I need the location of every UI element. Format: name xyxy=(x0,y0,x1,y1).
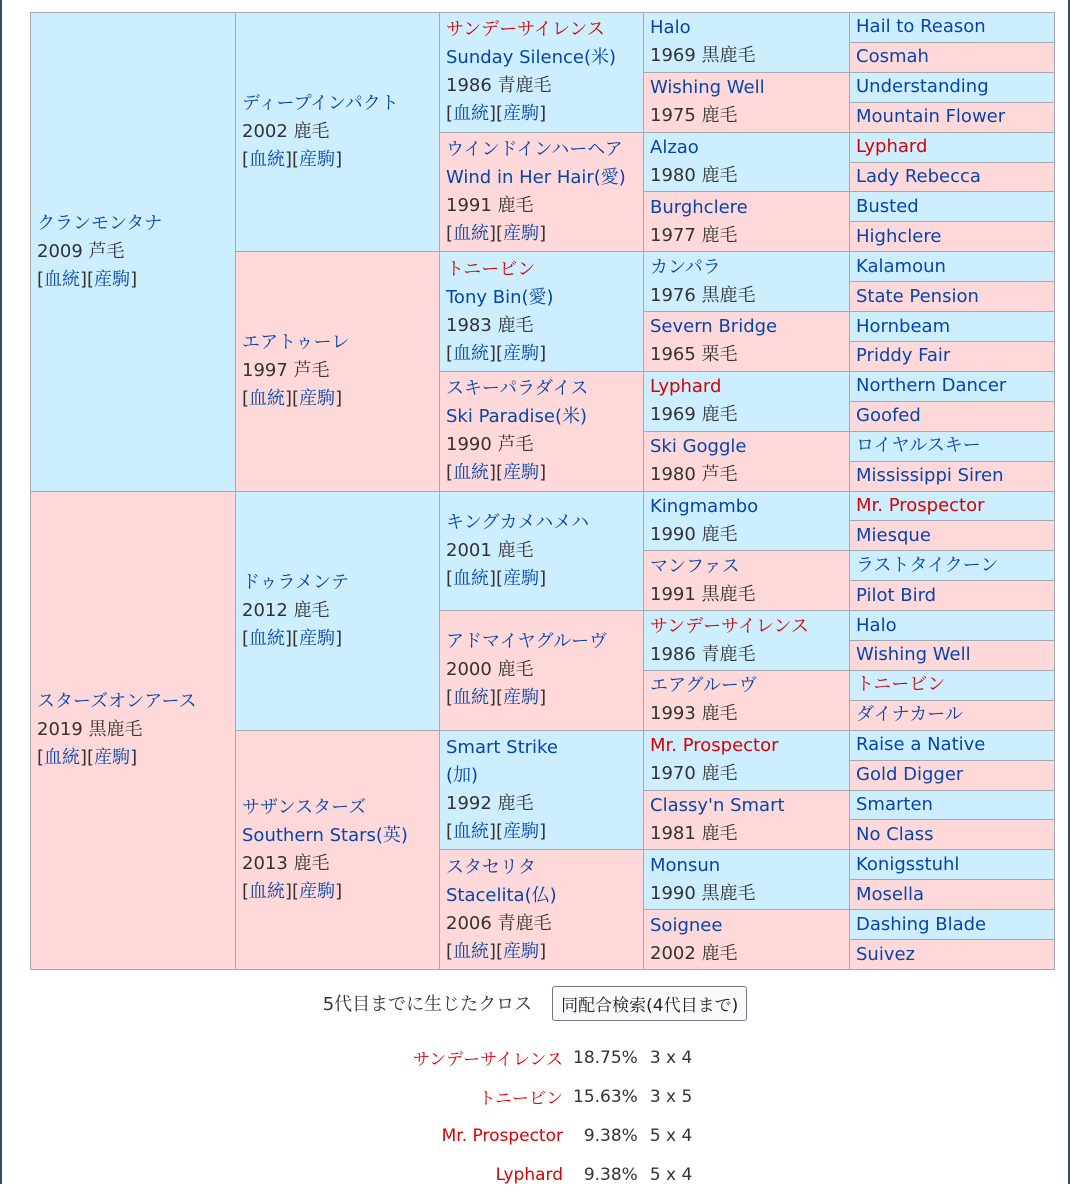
horse-name-link[interactable]: エアグルーヴ xyxy=(650,675,757,697)
horse-name-link[interactable]: Mississippi Siren xyxy=(856,465,1004,487)
pedigree-gen4-cell xyxy=(644,132,850,192)
pedigree-gen5-cell xyxy=(850,371,1055,401)
cross-generation: 3 x 4 xyxy=(649,1047,693,1068)
horse-info: 1981 鹿毛 xyxy=(650,822,738,844)
horse-name-link[interactable]: スキーパラダイス xyxy=(446,378,589,400)
horse-info: 1986 青鹿毛 xyxy=(650,643,756,665)
horse-links: [血統][産駒] xyxy=(242,388,343,410)
horse-info: 1969 黒鹿毛 xyxy=(650,45,756,67)
pedigree-gen5-cell xyxy=(850,641,1055,671)
horse-info: 2012 鹿毛 xyxy=(242,599,330,621)
horse-name-link[interactable]: Smart Strike xyxy=(446,737,558,759)
horse-links: [血統][産駒] xyxy=(446,342,547,364)
horse-name-link[interactable]: Soignee xyxy=(650,914,723,936)
horse-name-link[interactable]: Halo xyxy=(856,614,897,636)
pedigree-link[interactable]: 血統 xyxy=(453,222,490,244)
pedigree-gen4-cell xyxy=(644,790,850,850)
horse-name-link[interactable]: サザンスターズ xyxy=(242,796,367,818)
horse-name-link[interactable]: ドゥラメンテ xyxy=(242,571,350,593)
horse-links: [血統][産駒] xyxy=(37,747,138,769)
pedigree-gen5-cell xyxy=(850,312,1055,342)
pedigree-gen5-cell xyxy=(850,42,1055,72)
horse-name-link[interactable]: ロイヤルスキー xyxy=(856,435,981,457)
horse-info: 1990 黒鹿毛 xyxy=(650,882,756,904)
cross-percentage: 9.38% xyxy=(583,1125,638,1146)
foals-link[interactable]: 産駒 xyxy=(503,222,540,244)
horse-name-link[interactable]: Priddy Fair xyxy=(856,345,951,367)
horse-info: 1980 鹿毛 xyxy=(650,165,738,187)
pedigree-gen4-cell xyxy=(644,611,850,671)
pedigree-gen4-cell xyxy=(644,670,850,730)
pedigree-link[interactable]: 血統 xyxy=(453,940,490,962)
horse-name-en-link[interactable]: Ski Paradise(米) xyxy=(446,406,588,428)
cross-percentage: 15.63% xyxy=(573,1086,638,1107)
pedigree-gen5-cell xyxy=(850,282,1055,312)
horse-info: 1991 鹿毛 xyxy=(446,194,534,216)
same-mating-search-button[interactable]: 同配合検索(4代目まで) xyxy=(552,986,747,1021)
horse-name-link[interactable]: トニービン xyxy=(446,258,536,280)
pedigree-link[interactable]: 血統 xyxy=(249,627,286,649)
pedigree-link[interactable]: 血統 xyxy=(453,567,490,589)
cross-percentage: 18.75% xyxy=(573,1047,638,1068)
horse-name-link[interactable]: Miesque xyxy=(856,524,931,546)
cross-horse-name: Mr. Prospector xyxy=(441,1125,563,1146)
horse-name-link[interactable]: Mosella xyxy=(856,883,925,905)
horse-info: 1983 鹿毛 xyxy=(446,314,534,336)
cross-percentage: 9.38% xyxy=(583,1164,638,1185)
foals-link[interactable]: 産駒 xyxy=(503,103,540,125)
horse-info: 2002 鹿毛 xyxy=(650,942,738,964)
pedigree-gen5-cell xyxy=(850,401,1055,431)
pedigree-link[interactable]: 血統 xyxy=(453,687,490,709)
pedigree-gen5-cell xyxy=(850,910,1055,940)
horse-name-link[interactable]: Highclere xyxy=(856,225,942,247)
pedigree-gen5-cell xyxy=(850,581,1055,611)
crosses-table xyxy=(0,1038,1070,1194)
horse-name-link[interactable]: State Pension xyxy=(856,285,979,307)
pedigree-gen3-cell xyxy=(440,611,644,731)
horse-info: 1977 鹿毛 xyxy=(650,224,738,246)
horse-info: 2006 青鹿毛 xyxy=(446,912,552,934)
pedigree-gen3-cell xyxy=(440,491,644,611)
pedigree-gen5-cell xyxy=(850,192,1055,222)
foals-link[interactable]: 産駒 xyxy=(503,462,540,484)
pedigree-gen2-cell xyxy=(236,252,440,491)
pedigree-gen5-cell xyxy=(850,252,1055,282)
pedigree-gen4-cell xyxy=(644,730,850,790)
pedigree-gen5-cell xyxy=(850,940,1055,970)
pedigree-link[interactable]: 血統 xyxy=(453,821,490,843)
horse-links: [血統][産駒] xyxy=(446,222,547,244)
cross-row xyxy=(0,1116,1070,1155)
pedigree-gen5-cell xyxy=(850,13,1055,43)
horse-name-link[interactable]: Gold Digger xyxy=(856,764,964,786)
pedigree-gen3-cell xyxy=(440,730,644,850)
pedigree-link[interactable]: 血統 xyxy=(453,342,490,364)
foals-link[interactable]: 産駒 xyxy=(503,940,540,962)
horse-name-link[interactable]: Kalamoun xyxy=(856,255,946,277)
pedigree-gen4-cell xyxy=(644,72,850,132)
horse-name-en-link[interactable]: Wind in Her Hair(愛) xyxy=(446,166,626,188)
foals-link[interactable]: 産駒 xyxy=(299,149,336,171)
pedigree-gen4-cell xyxy=(644,252,850,312)
horse-name-link[interactable]: ディープインパクト xyxy=(242,93,399,115)
horse-info: 2002 鹿毛 xyxy=(242,121,330,143)
pedigree-gen5-cell xyxy=(850,790,1055,820)
pedigree-gen5-cell xyxy=(850,730,1055,760)
pedigree-gen5-cell xyxy=(850,880,1055,910)
pedigree-gen5-cell xyxy=(850,700,1055,730)
horse-name-link[interactable]: Goofed xyxy=(856,405,921,427)
horse-info: 1992 鹿毛 xyxy=(446,793,534,815)
pedigree-gen4-cell xyxy=(644,850,850,910)
horse-name-en-link[interactable]: Southern Stars(英) xyxy=(242,824,408,846)
horse-name-link[interactable]: Mountain Flower xyxy=(856,106,1006,128)
pedigree-gen4-cell xyxy=(644,371,850,431)
foals-link[interactable]: 産駒 xyxy=(299,627,336,649)
cross-generation: 5 x 4 xyxy=(649,1164,693,1185)
pedigree-gen5-cell xyxy=(850,72,1055,102)
foals-link[interactable]: 産駒 xyxy=(299,388,336,410)
horse-name-link[interactable]: Wishing Well xyxy=(650,77,765,99)
crosses-caption: 5代目までに生じたクロス xyxy=(322,994,533,1015)
horse-links: [血統][産駒] xyxy=(242,149,343,171)
horse-links: [血統][産駒] xyxy=(446,821,547,843)
horse-name-link[interactable]: ウインドインハーヘア xyxy=(446,138,623,160)
pedigree-gen3-cell xyxy=(440,850,644,970)
horse-info: 2009 芦毛 xyxy=(37,240,125,262)
pedigree-gen3-cell xyxy=(440,132,644,252)
horse-name-link[interactable]: No Class xyxy=(856,823,934,845)
horse-links: [血統][産駒] xyxy=(446,567,547,589)
pedigree-gen5-cell xyxy=(850,341,1055,371)
horse-name-link[interactable]: ラストタイクーン xyxy=(856,554,999,576)
pedigree-gen5-cell xyxy=(850,850,1055,880)
pedigree-gen4-cell xyxy=(644,910,850,970)
pedigree-gen5-cell xyxy=(850,611,1055,641)
cross-horse-name: サンデーサイレンス xyxy=(412,1050,563,1070)
horse-links: [血統][産駒] xyxy=(37,268,138,290)
horse-info: 1997 芦毛 xyxy=(242,360,330,382)
pedigree-gen5-cell xyxy=(850,461,1055,491)
horse-links: [血統][産駒] xyxy=(446,687,547,709)
pedigree-gen5-cell xyxy=(850,431,1055,461)
pedigree-gen5-cell xyxy=(850,491,1055,521)
horse-info: 2013 鹿毛 xyxy=(242,852,330,874)
horse-name-link[interactable]: Dashing Blade xyxy=(856,913,987,935)
horse-name-link[interactable]: Suivez xyxy=(856,943,916,965)
horse-name-link[interactable]: Northern Dancer xyxy=(856,375,1007,397)
pedigree-gen1-cell xyxy=(31,491,236,970)
cross-row xyxy=(0,1038,1070,1077)
horse-name-link[interactable]: Lyphard xyxy=(856,136,928,158)
pedigree-gen2-cell xyxy=(236,491,440,730)
pedigree-link[interactable]: 血統 xyxy=(453,103,490,125)
horse-name-link[interactable]: Wishing Well xyxy=(856,644,971,666)
pedigree-gen5-cell xyxy=(850,760,1055,790)
horse-name-link[interactable]: Busted xyxy=(856,195,919,217)
horse-info: 1965 栗毛 xyxy=(650,344,738,366)
foals-link[interactable]: 産駒 xyxy=(503,687,540,709)
horse-name-link[interactable]: Lyphard xyxy=(650,376,722,398)
cross-horse-name: トニービン xyxy=(478,1089,563,1109)
horse-name-link[interactable]: サンデーサイレンス xyxy=(446,19,605,41)
horse-name-link[interactable]: スターズオンアース xyxy=(37,691,197,713)
foals-link[interactable]: 産駒 xyxy=(299,880,336,902)
horse-name-link[interactable]: Mr. Prospector xyxy=(856,494,985,516)
pedigree-link[interactable]: 血統 xyxy=(453,462,490,484)
horse-links: [血統][産駒] xyxy=(242,880,343,902)
pedigree-link[interactable]: 血統 xyxy=(249,880,286,902)
pedigree-gen5-cell xyxy=(850,102,1055,132)
crosses-header xyxy=(0,986,1070,1020)
horse-info: 2001 鹿毛 xyxy=(446,539,534,561)
cross-row xyxy=(0,1077,1070,1116)
horse-name-link[interactable]: Hornbeam xyxy=(856,315,951,337)
horse-info: 1976 黒鹿毛 xyxy=(650,284,756,306)
horse-info: 2000 鹿毛 xyxy=(446,659,534,681)
pedigree-link[interactable]: 血統 xyxy=(44,747,81,769)
horse-name-link[interactable]: Alzao xyxy=(650,137,699,159)
horse-name-en-link[interactable]: Tony Bin(愛) xyxy=(446,286,554,308)
pedigree-gen3-cell xyxy=(440,13,644,133)
horse-origin-link[interactable]: (加) xyxy=(446,765,479,787)
foals-link[interactable]: 産駒 xyxy=(503,567,540,589)
horse-name-link[interactable]: Hail to Reason xyxy=(856,16,986,38)
horse-info: 1969 鹿毛 xyxy=(650,404,738,426)
horse-name-link[interactable]: カンパラ xyxy=(650,256,721,278)
horse-name-link[interactable]: Ski Goggle xyxy=(650,436,747,458)
pedigree-gen5-cell xyxy=(850,162,1055,192)
pedigree-gen4-cell xyxy=(644,312,850,372)
horse-links: [血統][産駒] xyxy=(242,627,343,649)
horse-name-link[interactable]: Halo xyxy=(650,17,691,39)
pedigree-gen2-cell xyxy=(236,13,440,252)
pedigree-gen5-cell xyxy=(850,521,1055,551)
horse-name-link[interactable]: Smarten xyxy=(856,794,933,816)
pedigree-gen1-cell xyxy=(31,13,236,492)
pedigree-gen4-cell xyxy=(644,491,850,551)
horse-name-link[interactable]: Severn Bridge xyxy=(650,316,778,338)
foals-link[interactable]: 産駒 xyxy=(94,747,131,769)
pedigree-link[interactable]: 血統 xyxy=(44,268,81,290)
horse-name-link[interactable]: Lady Rebecca xyxy=(856,165,981,187)
horse-name-link[interactable]: マンファス xyxy=(650,555,740,577)
horse-info: 1990 鹿毛 xyxy=(650,523,738,545)
foals-link[interactable]: 産駒 xyxy=(503,342,540,364)
horse-name-link[interactable]: Understanding xyxy=(856,76,989,98)
horse-name-link[interactable]: スタセリタ xyxy=(446,856,536,878)
horse-info: 2019 黒鹿毛 xyxy=(37,719,143,741)
foals-link[interactable]: 産駒 xyxy=(503,821,540,843)
pedigree-gen4-cell xyxy=(644,13,850,73)
horse-name-link[interactable]: エアトゥーレ xyxy=(242,332,350,354)
pedigree-gen5-cell xyxy=(850,222,1055,252)
pedigree-link[interactable]: 血統 xyxy=(249,149,286,171)
horse-name-link[interactable]: アドマイヤグルーヴ xyxy=(446,631,608,653)
horse-name-link[interactable]: Classy'n Smart xyxy=(650,794,785,816)
pedigree-gen5-cell xyxy=(850,132,1055,162)
horse-name-link[interactable]: Cosmah xyxy=(856,46,929,68)
foals-link[interactable]: 産駒 xyxy=(94,268,131,290)
cross-generation: 3 x 5 xyxy=(649,1086,693,1107)
pedigree-gen2-cell xyxy=(236,730,440,969)
cross-row xyxy=(0,1155,1070,1194)
horse-name-en-link[interactable]: Stacelita(仏) xyxy=(446,884,557,906)
horse-info: 1990 芦毛 xyxy=(446,434,534,456)
horse-name-link[interactable]: Mr. Prospector xyxy=(650,735,779,757)
horse-name-link[interactable]: トニービン xyxy=(856,674,946,696)
horse-name-link[interactable]: ダイナカール xyxy=(856,704,963,726)
horse-info: 1980 芦毛 xyxy=(650,464,738,486)
horse-links: [血統][産駒] xyxy=(446,940,547,962)
cross-generation: 5 x 4 xyxy=(649,1125,693,1146)
horse-info: 1991 黒鹿毛 xyxy=(650,583,756,605)
horse-name-link[interactable]: Konigsstuhl xyxy=(856,853,960,875)
pedigree-gen4-cell xyxy=(644,192,850,252)
horse-links: [血統][産駒] xyxy=(446,462,547,484)
horse-info: 1975 鹿毛 xyxy=(650,105,738,127)
pedigree-gen5-cell xyxy=(850,820,1055,850)
pedigree-gen5-cell xyxy=(850,670,1055,700)
pedigree-link[interactable]: 血統 xyxy=(249,388,286,410)
horse-name-link[interactable]: Monsun xyxy=(650,854,721,876)
pedigree-gen4-cell xyxy=(644,431,850,491)
horse-info: 1970 鹿毛 xyxy=(650,763,738,785)
horse-name-en-link[interactable]: Sunday Silence(米) xyxy=(446,47,616,69)
horse-info: 1986 青鹿毛 xyxy=(446,75,552,97)
cross-horse-name: Lyphard xyxy=(495,1164,563,1185)
horse-links: [血統][産駒] xyxy=(446,103,547,125)
horse-name-link[interactable]: Raise a Native xyxy=(856,734,986,756)
pedigree-gen4-cell xyxy=(644,551,850,611)
pedigree-table xyxy=(30,12,1055,970)
pedigree-gen5-cell xyxy=(850,551,1055,581)
horse-info: 1993 鹿毛 xyxy=(650,703,738,725)
horse-name-link[interactable]: Burghclere xyxy=(650,196,748,218)
horse-name-link[interactable]: サンデーサイレンス xyxy=(650,615,809,637)
horse-name-link[interactable]: クランモンタナ xyxy=(37,212,163,234)
horse-name-link[interactable]: キングカメハメハ xyxy=(446,511,590,533)
pedigree-gen3-cell xyxy=(440,371,644,491)
horse-name-link[interactable]: Kingmambo xyxy=(650,495,759,517)
horse-name-link[interactable]: Pilot Bird xyxy=(856,584,937,606)
pedigree-gen3-cell xyxy=(440,252,644,372)
